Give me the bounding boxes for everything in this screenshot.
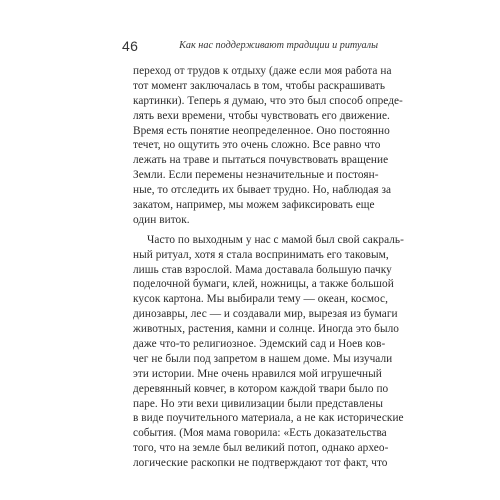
text-line: течет, но ощутить это очень сложно. Все равно что (133, 139, 381, 152)
text-line: ные, то отследить их бывает трудно. Но, наблюдая за (133, 184, 392, 197)
running-head: Как нас поддерживают традиции и ритуалы (179, 40, 378, 51)
text-line: поделочной бумаги, клей, ножницы, а также большой (133, 278, 394, 291)
page-header (122, 38, 378, 54)
text-line: чег не были под запретом в нашем доме. Мы изучали (133, 352, 393, 365)
text-line: животных, растения, камни и солнце. Иногда это было (133, 323, 400, 336)
body-text (133, 64, 404, 471)
text-line: картинки). Теперь я думаю, что это был способ опреде- (133, 94, 403, 107)
text-line: тот момент заключалась в том, чтобы раскрашивать (133, 79, 386, 92)
text-line: логические раскопки не подтверждают тот факт, что (133, 457, 388, 470)
text-line: того, что на земле был великий потоп, однако архео- (133, 442, 389, 455)
text-line: события. (Моя мама говорила: «Есть доказательства (133, 427, 387, 440)
text-line: лять вехи времени, чтобы чувствовать его движение. (133, 109, 390, 122)
text-line: паре. Но эти вехи цивилизации были представлены (133, 397, 383, 410)
text-line: лежать на траве и пытаться почувствовать вращение (133, 154, 389, 167)
paragraph-1 (133, 64, 403, 228)
text-line: в виде поучительного материала, а не как исторические (133, 412, 404, 425)
text-line: закатом, например, мы можем зафиксировать еще (133, 199, 375, 212)
text-line: лишь став взрослой. Мама доставала большую пачку (133, 263, 392, 276)
text-line: Время есть понятие неопределенное. Оно постоянно (133, 124, 390, 137)
page-number: 46 (122, 38, 139, 54)
paragraph-2 (133, 233, 404, 471)
text-line: переход от трудов к отдыху (даже если моя работа на (133, 65, 392, 77)
text-line: Часто по выходным у нас с мамой был свой сакраль- (147, 233, 404, 246)
text-line: Земли. Если перемены незначительные и постоян- (133, 169, 379, 182)
text-line: динозавры, лес — и создавали мир, вырезая из бумаги (133, 308, 398, 321)
text-line: эти истории. Мне очень нравился мой игрушечный (133, 367, 382, 380)
text-line: даже что-то религиозное. Эдемский сад и Ноев ков- (133, 338, 386, 351)
text-line: один виток. (133, 213, 190, 226)
text-line: ный ритуал, хотя я стала воспринимать его таковым, (133, 248, 389, 261)
text-line: кусок картона. Мы выбирали тему — океан, космос, (133, 293, 388, 306)
text-line: деревянный ковчег, в котором каждой твари было по (133, 382, 389, 395)
